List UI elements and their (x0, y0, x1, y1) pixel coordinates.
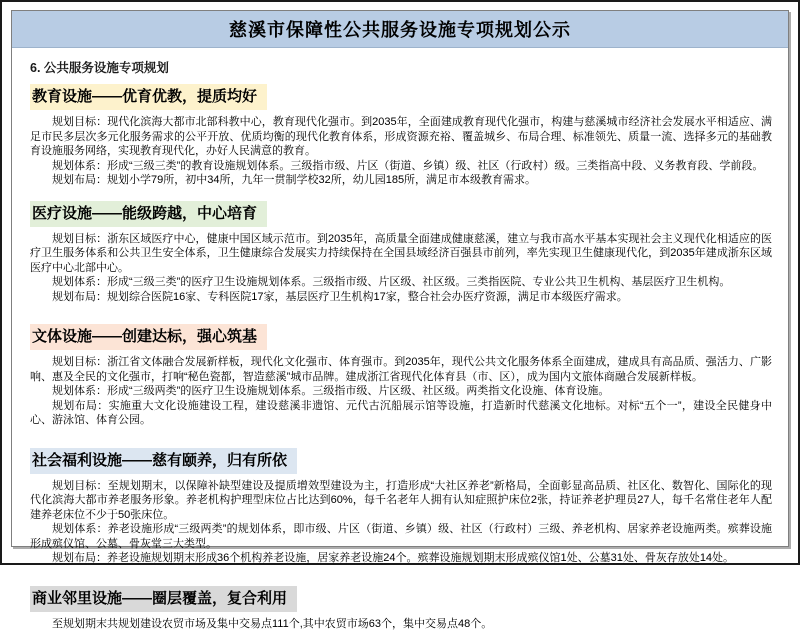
planning-layout-paragraph: 规划布局：养老设施规划期末形成36个机构养老设施，居家养老设施24个。殡葬设施规划期末形成殡仪馆1处、公墓31处、骨灰存放处14处。 (30, 551, 772, 566)
page-title: 慈溪市保障性公共服务设施专项规划公示 (229, 16, 571, 42)
section-social-welfare-heading-highlight: 社会福利设施——慈有颐养，归有所依 (30, 448, 297, 474)
planning-system-paragraph: 规划体系：形成“三级两类”的医疗卫生设施规划体系。三级指市级、片区级、社区级。两类指文化设施、体育设施。 (30, 384, 772, 399)
section-culture-sports-heading (30, 324, 772, 350)
section-social-welfare-heading (30, 448, 772, 474)
planning-layout-paragraph: 规划布局：规划综合医院16家、专科医院17家，基层医疗卫生机构17家，整合社会办医疗资源，满足市本级医疗需求。 (30, 290, 772, 305)
planning-goal-paragraph: 规划目标：浙东区域医疗中心，健康中国区域示范市。到2035年，高质量全面建成健康慈溪，建立与我市高水平基本实现社会主义现代化相适应的医疗卫生服务体系和公共卫生安全体系，卫生健康综合发展实力持续保持在全国县域经济百强县市前列，率先实现卫生健康现代化，到2035年建成浙东区域医疗中心北部中心。 (30, 232, 772, 276)
planning-layout-paragraph: 规划布局：规划小学79所，初中34所，九年一贯制学校32所，幼儿园185所，满足市本级教育需求。 (30, 173, 772, 188)
planning-system-paragraph: 规划体系：养老设施形成“三级两类”的规划体系，即市级、片区（街道、乡镇）级、社区（行政村）三级、养老机构、居家养老设施两类。殡葬设施形成殡仪馆、公墓、骨灰堂三大类型。 (30, 522, 772, 551)
planning-layout-paragraph: 至规划期末共规划建设农贸市场及集中交易点111个,其中农贸市场63个，集中交易点48个。 (30, 617, 772, 631)
document-body (11, 10, 789, 547)
section-commercial-neighborhood (30, 586, 772, 631)
planning-layout-paragraph: 规划布局：实施重大文化设施建设工程，建设慈溪非遗馆、元代古沉船展示馆等设施，打造新时代慈溪文化地标。对标“五个一”，建设全民健身中心、游泳馆、体育公园。 (30, 399, 772, 428)
chapter-heading: 6. 公共服务设施专项规划 (30, 58, 772, 76)
section-medical (30, 201, 772, 305)
section-commercial-neighborhood-heading-highlight: 商业邻里设施——圈层覆盖，复合利用 (30, 586, 297, 612)
section-education (30, 84, 772, 188)
section-social-welfare (30, 448, 772, 566)
title-banner (12, 11, 788, 48)
section-medical-heading-highlight: 医疗设施——能级跨越，中心培育 (30, 201, 267, 227)
section-education-heading (30, 84, 772, 110)
section-education-heading-highlight: 教育设施——优育优教，提质均好 (30, 84, 267, 110)
document-content (12, 48, 788, 631)
planning-system-paragraph: 规划体系：形成“三级三类”的教育设施规划体系。三级指市级、片区（街道、乡镇）级、社区（行政村）级。三类指高中段、义务教育段、学前段。 (30, 159, 772, 174)
section-culture-sports-heading-highlight: 文体设施——创建达标，强心筑基 (30, 324, 267, 350)
section-culture-sports (30, 324, 772, 428)
section-medical-heading (30, 201, 772, 227)
section-commercial-neighborhood-heading (30, 586, 772, 612)
planning-goal-paragraph: 规划目标：至规划期末，以保障补缺型建设及提质增效型建设为主，打造形成“大社区养老”新格局，全面彰显高品质、社区化、数智化、国际化的现代化滨海大都市养老服务形象。养老机构护理型床位占比达到60%，每千名老年人拥有认知症照护床位2张，持证养老护理员27人，每千名常住老年人配建养老床位不少于50张床位。 (30, 479, 772, 523)
planning-goal-paragraph: 规划目标：现代化滨海大都市北部科教中心，教育现代化强市。到2035年，全面建成教育现代化强市，构建与慈溪城市经济社会发展水平相适应、满足市民多层次多元化服务需求的公平开放、优质均衡的现代化教育体系，形成资源充裕、覆盖城乡、布局合理、标准领先、质量一流、选择多元的基础教育设施服务网络，实现教育现代化，办好人民满意的教育。 (30, 115, 772, 159)
planning-system-paragraph: 规划体系：形成“三级三类”的医疗卫生设施规划体系。三级指市级、片区级、社区级。三类指医院、专业公共卫生机构、基层医疗卫生机构。 (30, 275, 772, 290)
planning-goal-paragraph: 规划目标：浙江省文体融合发展新样板，现代化文化强市、体育强市。到2035年，现代公共文化服务体系全面建成，建成具有高品质、强活力、广影响、惠及全民的文化强市，打响“秘色瓷都，智造慈溪”城市品牌。建成浙江省现代化体育县（市、区），成为国内文旅体商融合发展新样板。 (30, 355, 772, 384)
